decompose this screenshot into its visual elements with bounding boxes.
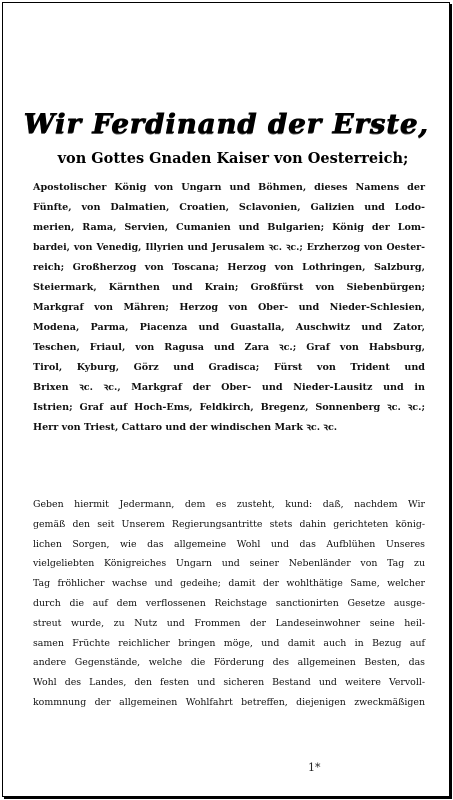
- body-line: Geben hiermit Jedermann, dem es zusteht, kund: daß, nachdem Wir: [33, 499, 425, 510]
- body-line: lichen Sorgen, wie das allgemeine Wohl und das Aufblühen Unseres: [33, 538, 425, 550]
- titles-line: Fünfte, von Dalmatien, Croatien, Sclavonien, Galizien und Lodo-: [33, 202, 425, 213]
- body-line: streut wurde, zu Nutz und Frommen der Landeseinwohner seine heil-: [33, 617, 425, 629]
- titles-line: Markgraf von Mähren; Herzog von Ober- und Nieder-Schlesien,: [33, 302, 425, 313]
- page-number: 1*: [308, 761, 321, 774]
- document-title: Wir Ferdinand der Erste,: [23, 108, 429, 140]
- body-line: Tag fröhlicher wachse und gedeihe; damit der wohlthätige Same, welcher: [33, 578, 425, 590]
- titles-line: Brixen ꝛc. ꝛc., Markgraf der Ober- und Nieder-Lausitz und in: [33, 382, 425, 393]
- body-line: samen Früchte reichlicher bringen möge, und damit auch in Bezug auf: [33, 637, 425, 649]
- body-line: andere Gegenstände, welche die Förderung des allgemeinen Besten, das: [33, 657, 425, 669]
- titles-line: Steiermark, Kärnthen und Krain; Großfürst von Siebenbürgen;: [33, 282, 425, 293]
- titles-line: Tirol, Kyburg, Görz und Gradisca; Fürst von Trident und: [33, 362, 425, 373]
- body-line: Wohl des Landes, den festen und sicheren Bestand und weitere Vervoll-: [33, 677, 425, 689]
- titles-line: merien, Rama, Servien, Cumanien und Bulgarien; König der Lom-: [33, 222, 425, 233]
- titles-line: Teschen, Friaul, von Ragusa und Zara ꝛc.; Graf von Habsburg,: [33, 342, 425, 353]
- titles-line: Herr von Triest, Cattaro und der windischen Mark ꝛc. ꝛc.: [33, 422, 338, 433]
- body-line: kommnung der allgemeinen Wohlfahrt betreffen, diejenigen zweckmäßigen: [33, 696, 425, 708]
- titles-line: bardei, von Venedig, Illyrien und Jerusalem ꝛc. ꝛc.; Erzherzog von Oester-: [33, 242, 425, 253]
- royal-titles-paragraph: [33, 178, 425, 438]
- document-subtitle: von Gottes Gnaden Kaiser von Oesterreich;: [57, 150, 409, 167]
- body-line: gemäß den seit Unserem Regierungsantritte stets dahin gerichteten könig-: [33, 518, 425, 530]
- body-paragraph: [33, 495, 425, 713]
- titles-line: reich; Großherzog von Toscana; Herzog von Lothringen, Salzburg,: [33, 262, 425, 273]
- titles-line: Apostolischer König von Ungarn und Böhmen, dieses Namens der: [33, 182, 425, 193]
- titles-line: Istrien; Graf auf Hoch-Ems, Feldkirch, Bregenz, Sonnenberg ꝛc. ꝛc.;: [33, 402, 425, 413]
- titles-line: Modena, Parma, Piacenza und Guastalla, Auschwitz und Zator,: [33, 322, 425, 333]
- body-line: durch die auf dem verflossenen Reichstage sanctionirten Gesetze ausge-: [33, 597, 425, 609]
- document-page: [2, 2, 450, 797]
- body-line: vielgeliebten Königreiches Ungarn und seiner Nebenländer von Tag zu: [33, 558, 425, 570]
